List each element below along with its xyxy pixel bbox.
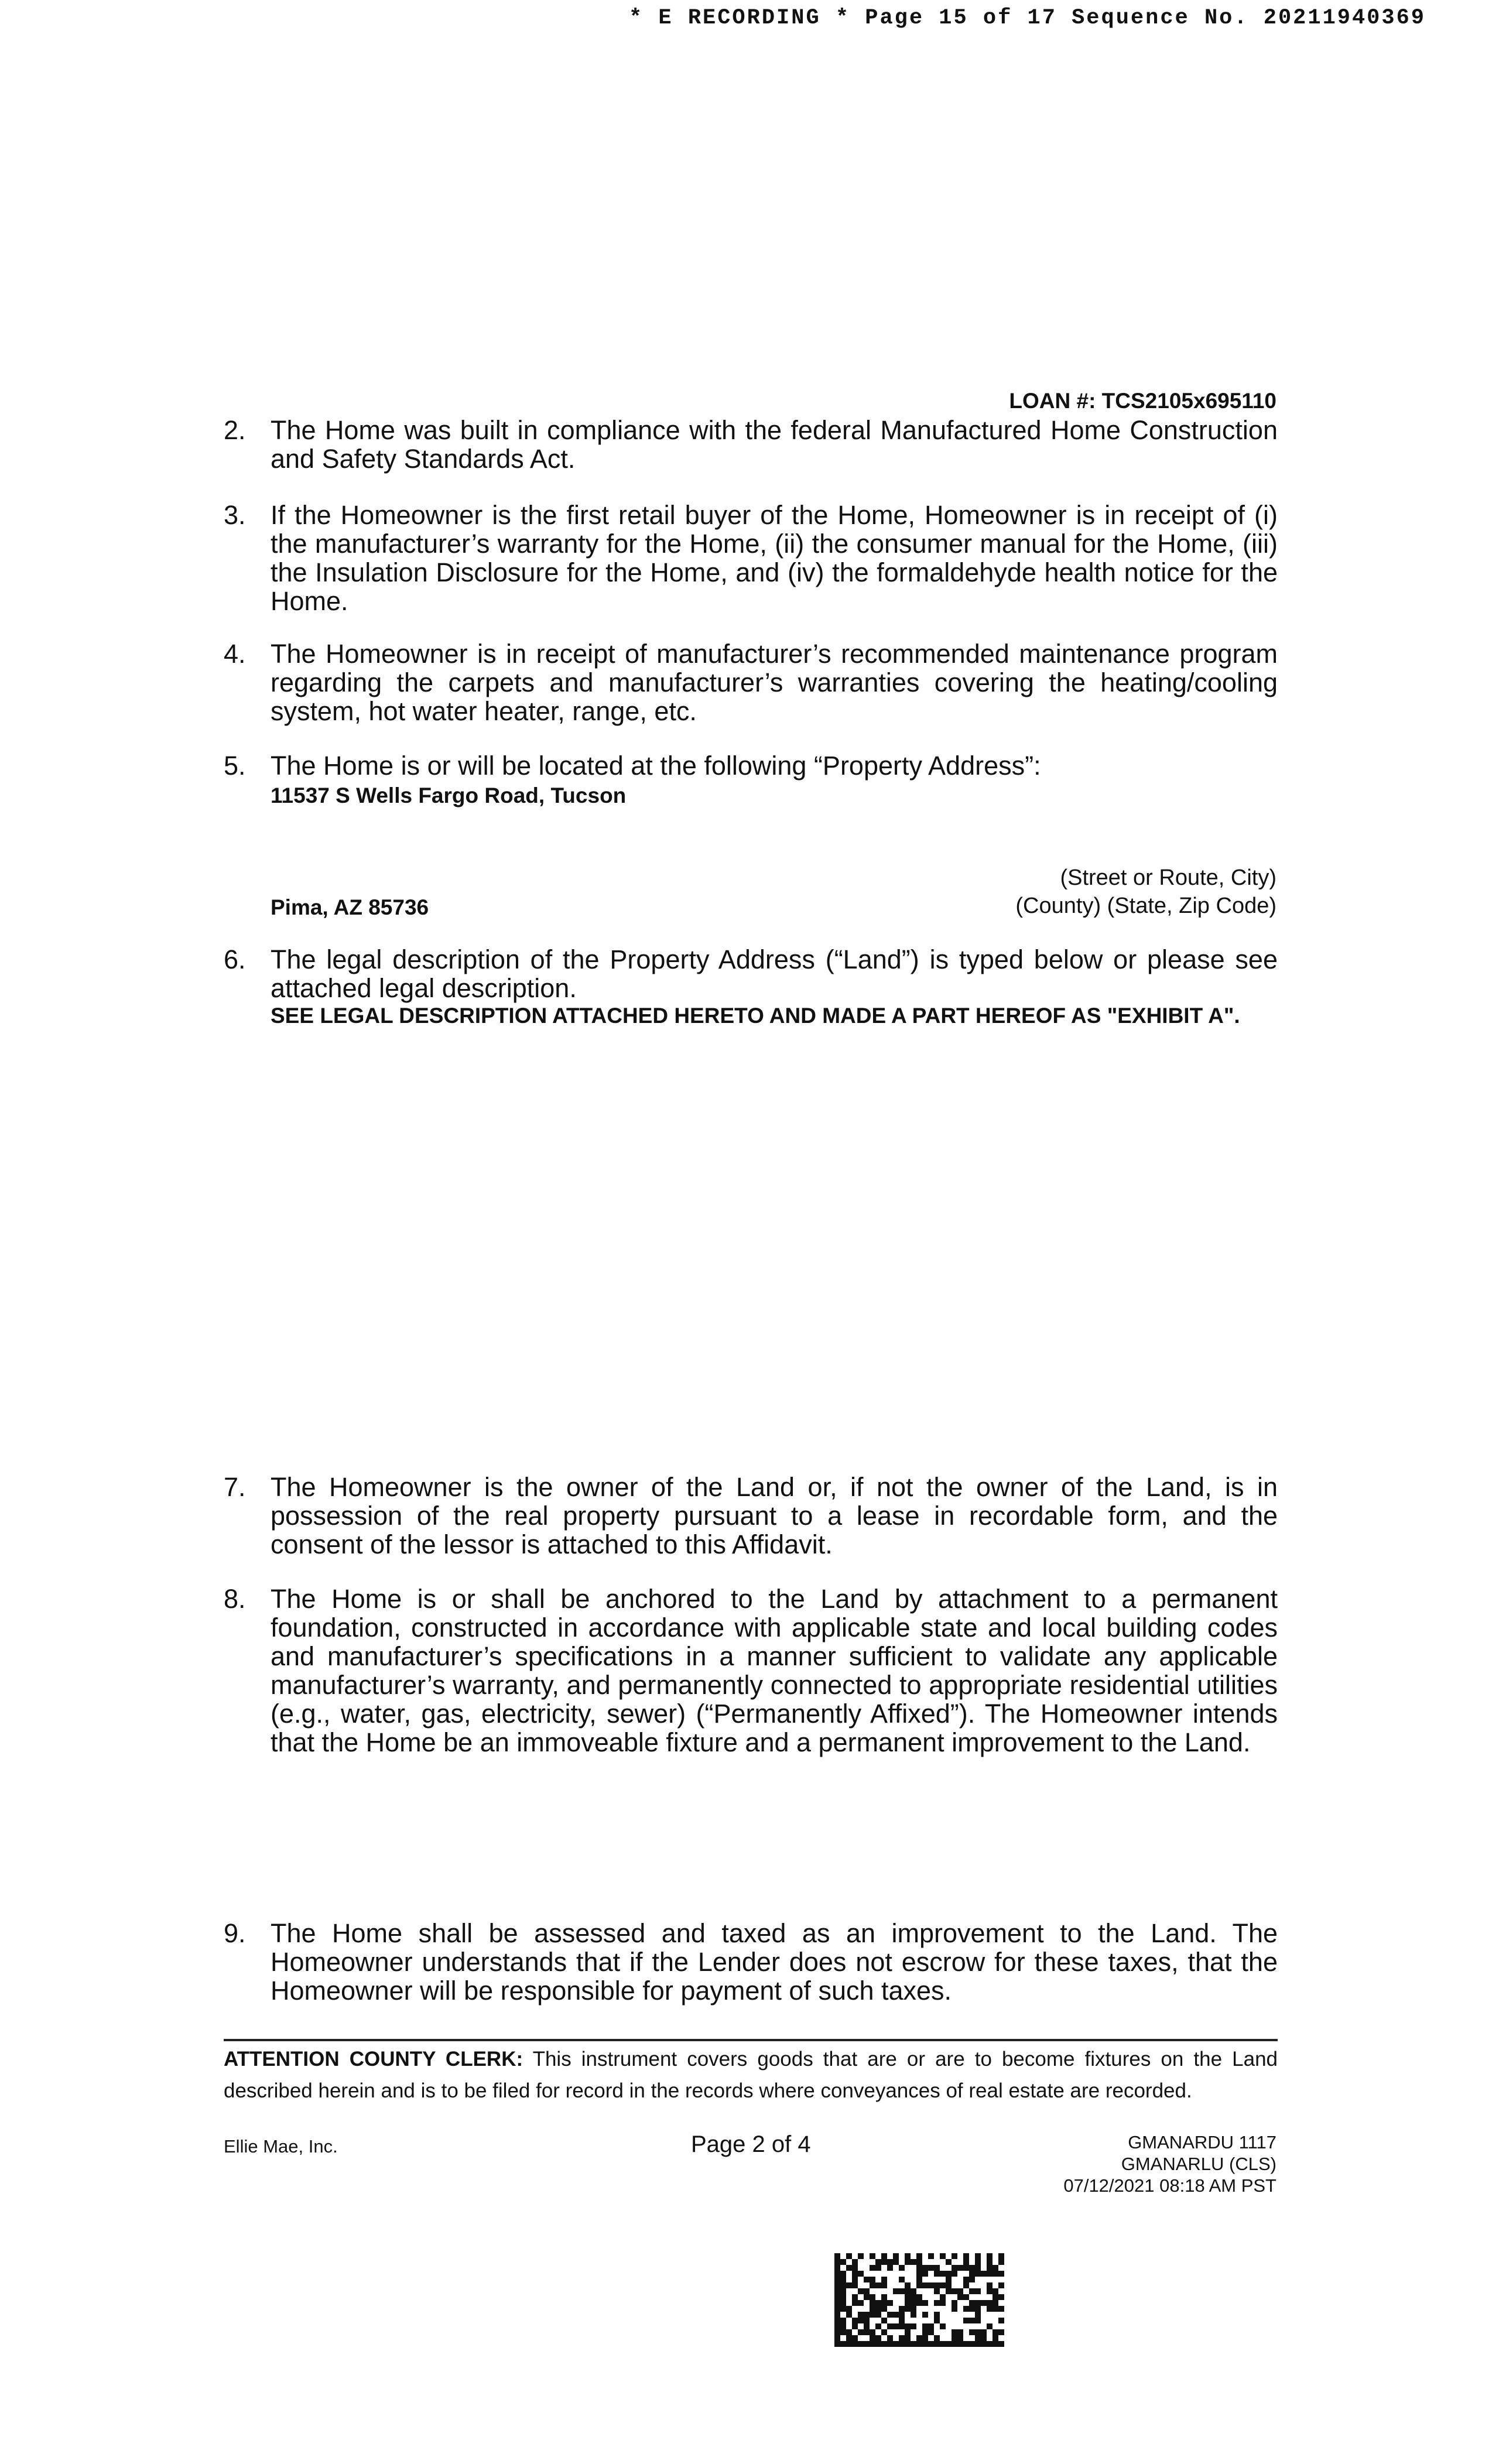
item-text: The Home is or shall be anchored to the Land by attachment to a permanent foundation, constructed in accordance with applicable state and local building codes and manufacturer’s specifications in a manner sufficient to validate any applicable manufacturer’s warranty, and permanently connected to appropriate residential utilities (e.g., water, gas, electricity, sewer) (“Permanently Affixed”). The Homeowner intends that the Home be an immoveable fixture and a permanent improvement to the Land. (271, 1584, 1278, 1757)
notice-label: ATTENTION COUNTY CLERK: (224, 2048, 523, 2071)
county-clerk-notice (224, 2044, 1278, 2107)
item-text: The Home was built in compliance with the federal Manufactured Home Construction and Safety Standards Act. (271, 415, 1278, 474)
street-address-value: 11537 S Wells Fargo Road, Tucson (271, 783, 627, 807)
county-address-caption: (County) (State, Zip Code) (1015, 894, 1276, 918)
item-text: The legal description of the Property Address (“Land”) is typed below or please see attached legal description. (271, 944, 1278, 1003)
form-code-1: GMANARDU 1117 (1128, 2132, 1276, 2152)
item-number: 7. (224, 1472, 246, 1502)
item-number: 9. (224, 1918, 246, 1948)
notice-text: This instrument covers goods that are or are to become fixtures on the Land described herein and is to be filed for record in the records where conveyances of real estate are recorded. (224, 2048, 1278, 2102)
list-item-8 (224, 1585, 1278, 1757)
legal-description: SEE LEGAL DESCRIPTION ATTACHED HERETO AND MADE A PART HEREOF AS "EXHIBIT A". (271, 1004, 1240, 1028)
county-address-value: Pima, AZ 85736 (271, 895, 429, 919)
street-address-caption: (Street or Route, City) (1060, 865, 1276, 890)
list-item-2 (224, 416, 1278, 473)
loan-number: LOAN #: TCS2105x695110 (1009, 389, 1276, 413)
item-text: The Homeowner is the owner of the Land or, if not the owner of the Land, is in possession of the real property pursuant to a lease in recordable form, and the consent of the lessor is attached to this Affidavit. (271, 1472, 1278, 1559)
item-text: The Home shall be assessed and taxed as an improvement to the Land. The Homeowner understands that if the Lender does not escrow for these taxes, that the Homeowner will be responsible for payment of such taxes. (271, 1918, 1278, 2006)
item-text: The Home is or will be located at the following “Property Address”: (271, 751, 1041, 781)
footer-company: Ellie Mae, Inc. (224, 2136, 338, 2157)
item-number: 4. (224, 639, 246, 669)
footer-timestamp: 07/12/2021 08:18 AM PST (1063, 2175, 1276, 2196)
divider (224, 2039, 1278, 2041)
item-text: The Homeowner is in receipt of manufacturer’s recommended maintenance program regarding the carpets and manufacturer’s warranties covering the heating/cooling system, hot water heater, range, etc. (271, 639, 1278, 726)
item-text: If the Homeowner is the first retail buyer of the Home, Homeowner is in receipt of (i) the manufacturer’s warranty for the Home, (ii) the consumer manual for the Home, (iii) the Insulation Disclosure for the Home, and (iv) the formaldehyde health notice for the Home. (271, 500, 1278, 616)
item-number: 3. (224, 500, 246, 530)
list-item-5 (224, 751, 1278, 780)
list-item-4 (224, 639, 1278, 725)
list-item-3 (224, 501, 1278, 615)
list-item-9 (224, 1919, 1278, 2005)
item-number: 6. (224, 944, 246, 974)
list-item-7 (224, 1473, 1278, 1559)
barcode-icon (834, 2253, 1004, 2347)
footer-form-codes (1063, 2131, 1276, 2196)
form-code-2: GMANARLU (CLS) (1121, 2154, 1276, 2174)
item-number: 2. (224, 415, 246, 445)
recording-stamp: * E RECORDING * Page 15 of 17 Sequence No. 20211940369 (629, 6, 1426, 30)
footer-page-number: Page 2 of 4 (691, 2131, 811, 2157)
item-number: 5. (224, 751, 246, 781)
list-item-6 (224, 945, 1278, 1002)
item-number: 8. (224, 1584, 246, 1614)
